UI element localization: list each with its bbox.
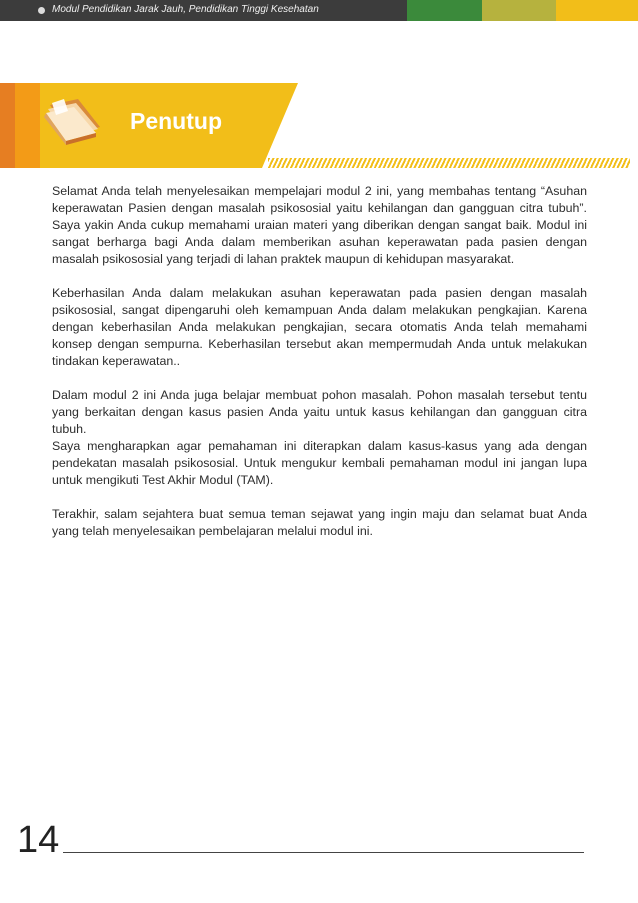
page-number: 14: [17, 819, 60, 861]
header-green-segment: [407, 0, 482, 21]
paragraph: Selamat Anda telah menyelesaikan mempelajari modul 2 ini, yang membahas tentang “Asuhan keperawatan Pasien dengan masalah psikososial yaitu kehilangan dan gangguan citra tubuh”. Saya yakin Anda cukup memahami uraian materi yang diberikan dengan sangat baik. Modul ini sangat berharga bagi Anda dalam memberikan asuhan keperawatan pada pasien dengan masalah psikososial yang terjadi di lahan praktek maupun di kehidupan masyarakat.: [52, 184, 587, 266]
footer-rule: [63, 852, 584, 853]
body-text: [52, 183, 587, 557]
section-banner: [0, 83, 638, 168]
banner-amber-stripe: [15, 83, 40, 168]
header-yellow-segment: [556, 0, 638, 21]
banner-orange-stripe: [0, 83, 15, 168]
paragraph: Dalam modul 2 ini Anda juga belajar membuat pohon masalah. Pohon masalah tersebut tentu yang berkaitan dengan kasus pasien Anda yaitu untuk kasus kehilangan dan gangguan citra tubuh.: [52, 388, 587, 436]
paragraph: Terakhir, salam sejahtera buat semua teman sejawat yang ingin maju dan selamat buat Anda yang telah menyelesaikan pembelajaran melalui modul ini.: [52, 507, 587, 538]
paragraph: Saya mengharapkan agar pemahaman ini diterapkan dalam kasus-kasus yang ada dengan pendekatan masalah psikososial. Untuk mengukur kembali pemahaman modul ini jangan lupa untuk mengikuti Test Akhir Modul (TAM).: [52, 439, 587, 487]
running-title: Modul Pendidikan Jarak Jauh, Pendidikan Tinggi Kesehatan: [52, 4, 319, 15]
banner-hatch-rule: [268, 158, 630, 168]
section-title: Penutup: [130, 108, 222, 134]
header-band: [0, 0, 638, 21]
bullet-icon: [38, 7, 45, 14]
paragraph: Keberhasilan Anda dalam melakukan asuhan keperawatan pada pasien dengan masalah psikososial, sangat dipengaruhi oleh kemampuan Anda dalam melakukan pengkajian. Karena dengan keberhasilan Anda melakukan pengkajian, secara otomatis Anda telah memahami konsep dengan sempurna. Keberhasilan tersebut akan mempermudah Anda untuk melakukan tindakan keperawatan..: [52, 286, 587, 368]
open-book-icon: [44, 97, 106, 147]
header-olive-segment: [482, 0, 556, 21]
